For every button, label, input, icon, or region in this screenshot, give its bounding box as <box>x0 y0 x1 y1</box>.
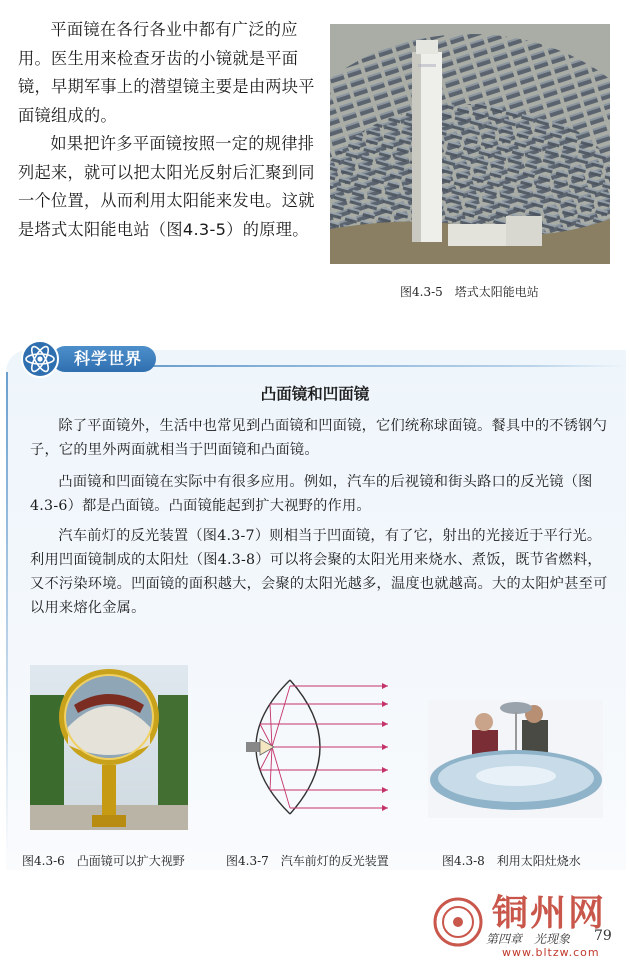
section-title: 凸面镜和凹面镜 <box>260 385 370 403</box>
fig-4-3-5-caption: 图4.3-5 塔式太阳能电站 <box>400 285 539 299</box>
box-top-line <box>150 365 626 367</box>
box-paragraph-2: 凸面镜和凹面镜在实际中有很多应用。例如，汽车的后视镜和街头路口的反光镜（图4.3-6）都是凸面镜。凸面镜能起到扩大视野的作用。 <box>30 474 593 514</box>
atom-icon <box>20 339 60 379</box>
intro-paragraph-1: 平面镜在各行各业中都有广泛的应用。医生用来检查牙齿的小镜就是平面镜，早期军事上的潜望镜主要是由两块平面镜组成的。 <box>18 20 315 125</box>
chapter-label: 第四章 光现象 <box>486 932 571 946</box>
fig-4-3-8-caption: 图4.3-8 利用太阳灶烧水 <box>442 854 581 868</box>
watermark-url: www.bltzw.com <box>502 946 600 959</box>
fig-4-3-6-caption: 图4.3-6 凸面镜可以扩大视野 <box>22 854 185 868</box>
watermark-seal-icon <box>432 896 484 948</box>
intro-paragraph-2: 如果把许多平面镜按照一定的规律排列起来，就可以把太阳光反射后汇聚到同一个位置，从而利用太阳能来发电。这就是塔式太阳能电站（图4.3-5）的原理。 <box>18 134 315 239</box>
box-paragraph-1: 除了平面镜外，生活中也常见到凸面镜和凹面镜，它们统称球面镜。餐具中的不锈钢勺子，它的里外两面就相当于凹面镜和凸面镜。 <box>30 418 608 458</box>
box-paragraph-3: 汽车前灯的反光装置（图4.3-7）则相当于凹面镜，有了它，射出的光接近于平行光。利用凹面镜制成的太阳灶（图4.3-8）可以将会聚的太阳光用来烧水、煮饭，既节省燃料，又不污染环境。凹面镜的面积越大，会聚的太阳光越多，温度也就越高。大的太阳炉甚至可以用来熔化金属。 <box>30 528 608 616</box>
fig-4-3-7-caption: 图4.3-7 汽车前灯的反光装置 <box>226 854 389 868</box>
watermark-title: 铜州网 <box>492 893 607 934</box>
solar-cooker-photo <box>428 700 603 818</box>
solar-tower-photo <box>330 24 610 264</box>
page-number: 79 <box>594 928 612 944</box>
convex-mirror-photo <box>30 665 188 830</box>
box-left-line <box>6 372 8 852</box>
science-world-badge: 科学世界 <box>73 349 142 368</box>
headlight-reflector-diagram <box>232 672 392 822</box>
